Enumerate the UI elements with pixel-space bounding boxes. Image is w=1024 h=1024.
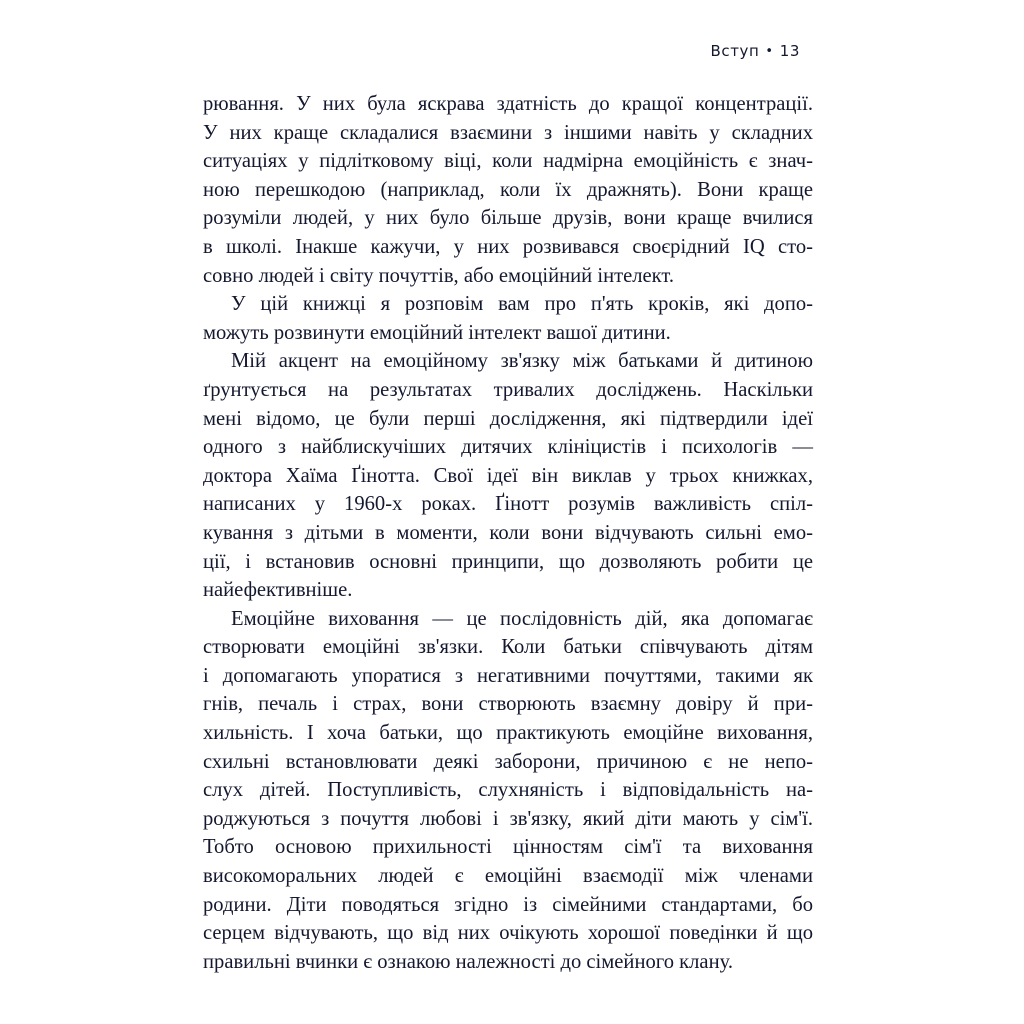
paragraph: [203, 90, 813, 290]
text-line: Емоційне виховання — це послідовність дій, яка допомагає: [231, 607, 813, 630]
text-line: створювати емоційні зв'язки. Коли батьки співчувають дітям: [203, 636, 813, 659]
text-line: роджуються з почуття любові і зв'язку, який діти мають у сім'ї.: [203, 807, 813, 830]
running-head-section: Вступ: [710, 42, 760, 60]
text-line: правильні вчинки є ознакою належності до сімейного клану.: [203, 950, 733, 973]
paragraph: [203, 290, 813, 347]
text-line: в школі. Інакше кажучи, у них розвивався своєрідний IQ сто-: [203, 235, 813, 258]
text-line: совно людей і світу почуттів, або емоційний інтелект.: [203, 264, 674, 287]
text-line: доктора Хаїма Ґінотта. Свої ідеї він виклав у трьох книжках,: [203, 464, 813, 487]
running-head: [203, 44, 800, 59]
paragraph: [203, 605, 813, 977]
page-number: 13: [779, 42, 800, 60]
text-line: У них краще складалися взаємини з іншими навіть у складних: [203, 121, 813, 144]
text-line: мені відомо, це були перші дослідження, які підтвердили ідеї: [203, 407, 813, 430]
text-line: написаних у 1960-х роках. Ґінотт розумів важливість спіл-: [203, 493, 813, 516]
text-line: ситуаціях у підлітковому віці, коли надмірна емоційність є знач-: [203, 150, 813, 173]
text-line: і допомагають упоратися з негативними почуттями, такими як: [203, 664, 813, 687]
text-line: розуміли людей, у них було більше друзів, вони краще вчилися: [203, 207, 813, 230]
text-line: Тобто основою прихильності цінностям сім'ї та виховання: [203, 836, 813, 859]
text-line: родини. Діти поводяться згідно із сімейними стандартами, бо: [203, 893, 813, 916]
text-line: слух дітей. Поступливість, слухняність і відповідальність на-: [203, 779, 813, 802]
body-text-block: [203, 90, 813, 976]
text-line: серцем відчувають, що від них очікують хорошої поведінки й що: [203, 922, 813, 945]
running-head-separator-bullet-icon: •: [765, 44, 774, 59]
text-line: ґрунтується на результатах тривалих досліджень. Наскільки: [203, 378, 813, 401]
text-line: схильні встановлювати деякі заборони, причиною є не непо-: [203, 750, 813, 773]
text-line: найефективніше.: [203, 579, 353, 602]
text-line: рювання. У них була яскрава здатність до кращої концентрації.: [203, 93, 813, 115]
text-line: ною перешкодою (наприклад, коли їх дражнять). Вони краще: [203, 178, 813, 201]
text-line: високоморальних людей є емоційні взаємодії між членами: [203, 865, 813, 888]
text-line: У цій книжці я розповім вам про п'ять кроків, які допо-: [231, 293, 813, 316]
paragraph: [203, 347, 813, 604]
text-line: Мій акцент на емоційному зв'язку між батьками й дитиною: [231, 350, 813, 373]
text-line: хильність. І хоча батьки, що практикують емоційне виховання,: [203, 722, 813, 745]
text-line: можуть розвинути емоційний інтелект вашої дитини.: [203, 321, 671, 344]
text-line: кування з дітьми в моменти, коли вони відчувають сильні емо-: [203, 521, 813, 544]
text-line: одного з найблискучіших дитячих клініцистів і психологів —: [203, 436, 813, 459]
text-line: гнів, печаль і страх, вони створюють взаємну довіру й при-: [203, 693, 813, 716]
text-line: ції, і встановив основні принципи, що дозволяють робити це: [203, 550, 813, 573]
